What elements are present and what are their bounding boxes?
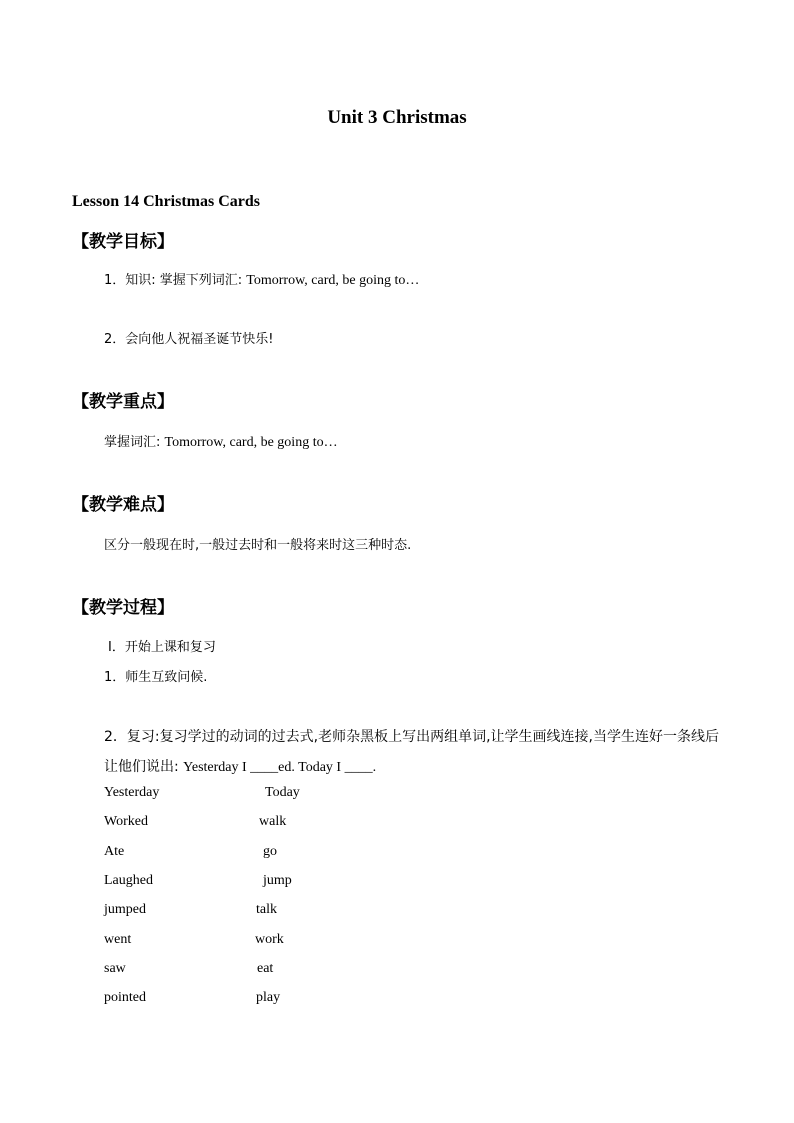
word-left-8: pointed — [104, 990, 146, 1005]
word-left-5: jumped — [104, 902, 146, 917]
process-item-2 — [104, 722, 724, 783]
document-title: Unit 3 Christmas — [327, 107, 467, 128]
word-right-4: jump — [263, 873, 292, 888]
word-right-1: Today — [265, 785, 300, 800]
key-points-prefix: 掌握词汇: — [104, 435, 165, 450]
goal-item-1 — [104, 269, 419, 289]
word-left-3: Ate — [104, 844, 125, 859]
word-right-5: talk — [256, 902, 277, 917]
process-item-2-pattern: Yesterday I ____ed. Today I ____. — [183, 760, 377, 775]
process-item-2-text: 2．复习:复习学过的动词的过去式,老师杂黑板上写出两组单词,让学生画线连接,当学生连好一条线后让他们说出: — [104, 729, 719, 775]
goal-item-2: 2．会向他人祝福圣诞节快乐! — [104, 332, 274, 347]
difficulties-text: 区分一般现在时,一般过去时和一般将来时这三种时态. — [104, 538, 412, 553]
word-right-8: play — [256, 990, 281, 1005]
section-heading-goals: 【教学目标】 — [72, 232, 174, 252]
word-left-2: Worked — [104, 814, 148, 829]
word-right-7: eat — [257, 961, 274, 976]
goal-item-1-words: Tomorrow, card, be going to… — [246, 273, 420, 288]
section-heading-process: 【教学过程】 — [72, 598, 174, 618]
word-left-7: saw — [104, 961, 126, 976]
lesson-heading: Lesson 14 Christmas Cards — [72, 193, 261, 210]
key-points-words: Tomorrow, card, be going to… — [164, 435, 338, 450]
section-heading-key-points: 【教学重点】 — [72, 392, 174, 412]
goal-item-1-text: 1．知识: 掌握下列词汇: — [104, 273, 247, 288]
word-right-2: walk — [259, 814, 287, 829]
word-left-6: went — [104, 932, 132, 947]
section-heading-difficulties: 【教学难点】 — [72, 495, 174, 515]
process-item-1: 1．师生互致问候. — [104, 670, 208, 685]
key-points-text — [104, 431, 338, 451]
word-left-4: Laughed — [104, 873, 153, 888]
word-right-3: go — [263, 844, 277, 859]
word-right-6: work — [255, 932, 284, 947]
process-step-i: Ⅰ．开始上课和复习 — [108, 640, 216, 655]
word-left-1: Yesterday — [104, 785, 160, 800]
